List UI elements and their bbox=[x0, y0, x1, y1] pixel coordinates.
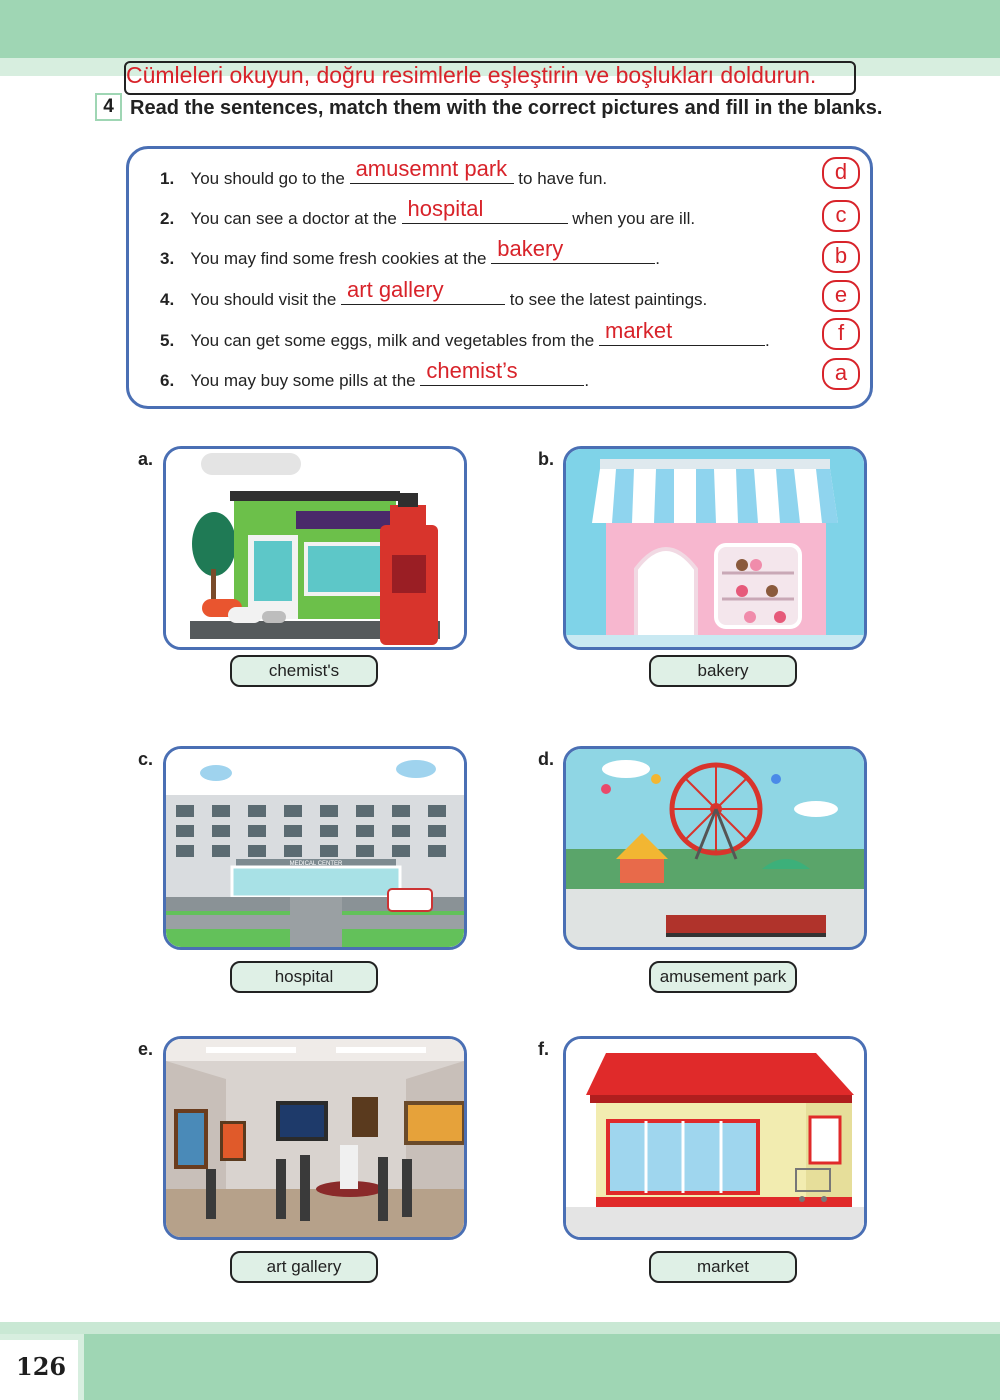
sentence-text-after: . bbox=[655, 249, 660, 268]
sentence-text-before: You may buy some pills at the bbox=[190, 371, 416, 390]
sentence-number: 4. bbox=[160, 290, 175, 309]
sentence-row-5 bbox=[160, 318, 770, 351]
turkish-instruction: Cümleleri okuyun, doğru resimlerle eşleştirin ve boşlukları doldurun. bbox=[126, 62, 817, 88]
answer-blank[interactable] bbox=[402, 196, 568, 224]
handwritten-answer: art gallery bbox=[347, 277, 444, 302]
match-letter-box-6[interactable]: a bbox=[822, 358, 860, 390]
art-gallery-picture[interactable] bbox=[163, 1036, 467, 1240]
hospital-picture[interactable] bbox=[163, 746, 467, 950]
picture-letter-f: f. bbox=[538, 1039, 549, 1059]
handwritten-answer: hospital bbox=[407, 196, 484, 221]
sentence-row-4 bbox=[160, 277, 708, 310]
handwritten-answer: market bbox=[605, 318, 673, 343]
amusement-park-picture[interactable] bbox=[563, 746, 867, 950]
chemists-picture[interactable] bbox=[163, 446, 467, 650]
match-letter-box-1[interactable]: d bbox=[822, 157, 860, 189]
hospital-sign: MEDICAL CENTER bbox=[289, 861, 343, 867]
sentence-number: 3. bbox=[160, 249, 175, 268]
sentence-text-after: when you are ill. bbox=[572, 209, 696, 228]
sentence-text-after: to see the latest paintings. bbox=[509, 290, 708, 309]
answer-blank[interactable] bbox=[341, 277, 505, 305]
sentence-number: 5. bbox=[160, 331, 175, 350]
sentence-text-after: . bbox=[765, 331, 770, 350]
match-letter-box-5[interactable]: f bbox=[822, 318, 860, 350]
sentence-number: 1. bbox=[160, 169, 175, 188]
sentence-text-before: You should visit the bbox=[190, 290, 337, 309]
picture-letter-a: a. bbox=[138, 449, 154, 469]
exercise-number: 4 bbox=[95, 93, 122, 121]
sentence-text-before: You can get some eggs, milk and vegetables from the bbox=[190, 331, 595, 350]
caption-hospital: hospital bbox=[230, 961, 378, 993]
caption-bakery: bakery bbox=[649, 655, 797, 687]
page-number: 126 bbox=[16, 1352, 67, 1381]
sentence-row-1 bbox=[160, 156, 608, 189]
top-decor-band bbox=[0, 0, 1000, 58]
picture-letter-b: b. bbox=[538, 449, 554, 469]
sentence-number: 6. bbox=[160, 371, 175, 390]
handwritten-answer: amusemnt park bbox=[355, 156, 508, 181]
picture-letter-d: d. bbox=[538, 749, 554, 769]
sentence-row-2 bbox=[160, 196, 696, 229]
picture-letter-e: e. bbox=[138, 1039, 154, 1059]
sentence-text-before: You may find some fresh cookies at the bbox=[190, 249, 487, 268]
match-letter-box-2[interactable]: c bbox=[822, 200, 860, 232]
caption-art-gallery: art gallery bbox=[230, 1251, 378, 1283]
sentence-number: 2. bbox=[160, 209, 175, 228]
sentence-text-before: You can see a doctor at the bbox=[190, 209, 397, 228]
match-letter-box-4[interactable]: e bbox=[822, 280, 860, 312]
answer-blank[interactable] bbox=[491, 236, 655, 264]
caption-amusement-park: amusement park bbox=[649, 961, 797, 993]
sentence-row-6 bbox=[160, 358, 590, 391]
caption-market: market bbox=[649, 1251, 797, 1283]
exercise-instruction: Read the sentences, match them with the correct pictures and fill in the blanks. bbox=[130, 97, 883, 119]
sentence-row-3 bbox=[160, 236, 660, 269]
answer-blank[interactable] bbox=[350, 156, 514, 184]
picture-letter-c: c. bbox=[138, 749, 154, 769]
answer-blank[interactable] bbox=[599, 318, 765, 346]
bottom-decor-band-light bbox=[0, 1322, 1000, 1334]
match-letter-box-3[interactable]: b bbox=[822, 241, 860, 273]
caption-chemists: chemist's bbox=[230, 655, 378, 687]
market-picture[interactable] bbox=[563, 1036, 867, 1240]
handwritten-answer: bakery bbox=[497, 236, 564, 261]
handwritten-answer: chemist’s bbox=[426, 358, 518, 383]
bakery-picture[interactable] bbox=[563, 446, 867, 650]
sentence-text-before: You should go to the bbox=[190, 169, 345, 188]
sentence-text-after: . bbox=[584, 371, 590, 390]
sentence-text-after: to have fun. bbox=[518, 169, 608, 188]
answer-blank[interactable] bbox=[420, 358, 584, 386]
